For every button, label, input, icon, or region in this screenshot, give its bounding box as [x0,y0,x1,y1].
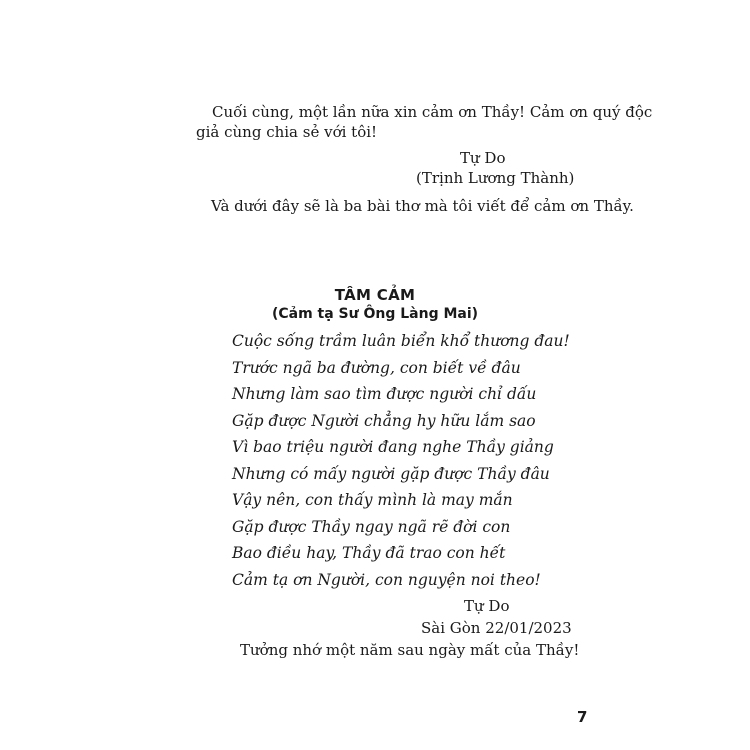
dedication-line: Tưởng nhớ một năm sau ngày mất của Thầy! [240,641,580,659]
author-full-name: (Trịnh Lương Thành) [416,169,575,187]
poem-line: Cuộc sống trầm luân biển khổ thương đau! [232,332,570,350]
poem-line: Cảm tạ ơn Người, con nguyện noi theo! [232,570,541,589]
page-number: 7 [577,708,588,726]
poem-signature-name: Tự Do [464,597,510,615]
poem-title: TÂM CẢM [334,286,416,304]
poem-line: Gặp được Người chẳng hy hữu lắm sao [232,411,536,430]
intro-paragraph-line-2: giả cùng chia sẻ với tôi! [196,123,378,141]
poem-line: Gặp được Thầy ngay ngã rẽ đời con [232,517,511,536]
poem-subtitle: (Cảm tạ Sư Ông Làng Mai) [271,306,479,322]
poem-line: Bao điều hay, Thầy đã trao con hết [232,544,506,562]
author-signature-name: Tự Do [460,149,506,167]
poem-line: Nhưng có mấy người gặp được Thầy đâu [232,464,550,483]
poem-line: Nhưng làm sao tìm được người chỉ dấu [232,385,537,403]
transition-paragraph: Và dưới đây sẽ là ba bài thơ mà tôi viết để cảm ơn Thầy. [211,197,634,215]
poem-body [232,330,570,595]
intro-paragraph-line-1: Cuối cùng, một lần nữa xin cảm ơn Thầy! Cảm ơn quý độc [212,103,653,121]
poem-line: Trước ngã ba đường, con biết về đâu [232,358,521,377]
poem-line: Vậy nên, con thấy mình là may mắn [232,491,513,509]
poem-place-date: Sài Gòn 22/01/2023 [421,619,572,637]
poem-line: Vì bao triệu người đang nghe Thầy giảng [232,438,554,456]
